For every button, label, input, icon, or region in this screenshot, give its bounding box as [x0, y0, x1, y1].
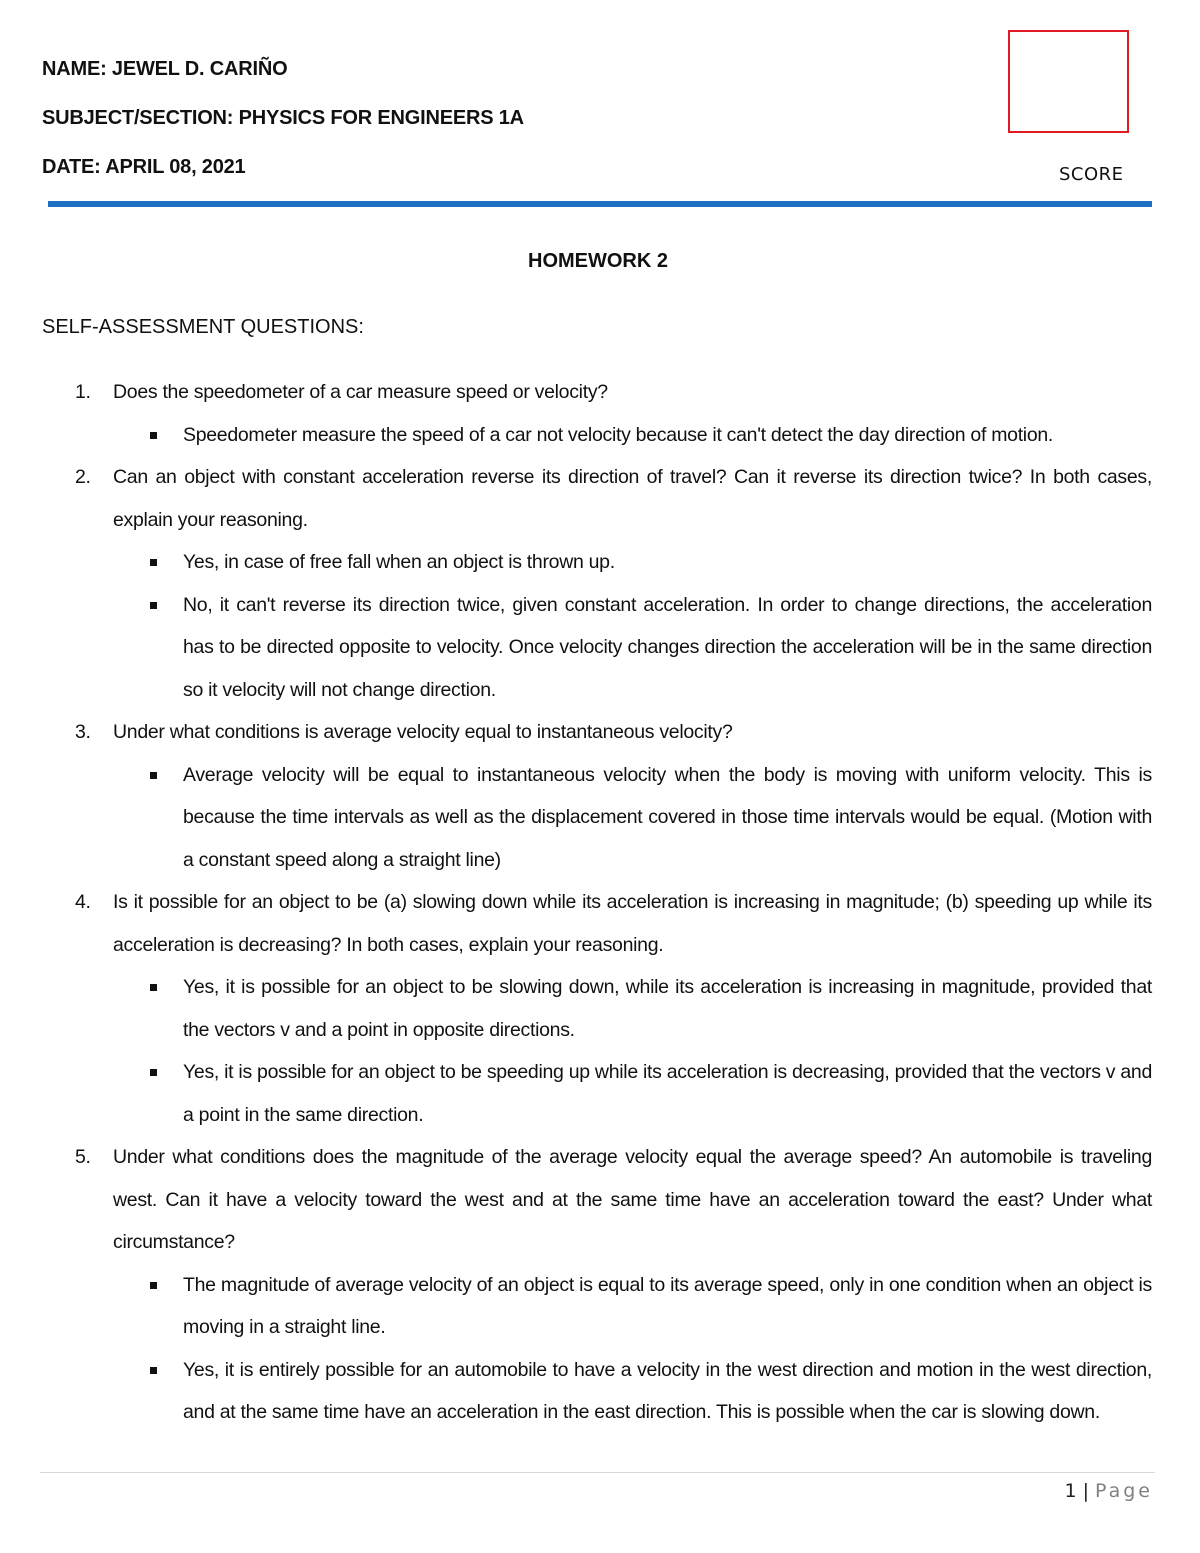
square-bullet-icon: [150, 772, 157, 779]
square-bullet-icon: [150, 984, 157, 991]
question-number: 2.: [75, 466, 91, 488]
page-number: 1: [1064, 1480, 1077, 1502]
square-bullet-icon: [150, 1282, 157, 1289]
answer-item: [0, 584, 1200, 712]
question-item: [0, 456, 1200, 541]
square-bullet-icon: [150, 1069, 157, 1076]
question-item: [0, 711, 1200, 754]
question-text: Does the speedometer of a car measure speed or velocity?: [113, 381, 608, 403]
student-name: NAME: JEWEL D. CARIÑO: [42, 58, 288, 80]
answer-text: Yes, it is possible for an object to be speeding up while its acceleration is decreasing, provided that the vectors v and a point in the same direction.: [183, 1061, 1152, 1126]
answer-text: Yes, it is possible for an object to be slowing down, while its acceleration is increasing in magnitude, provided that the vectors v and a point in opposite directions.: [183, 976, 1152, 1041]
question-number: 4.: [75, 891, 91, 913]
date: DATE: APRIL 08, 2021: [42, 156, 246, 178]
answer-text: Yes, in case of free fall when an object is thrown up.: [183, 551, 615, 573]
answer-text: Speedometer measure the speed of a car not velocity because it can't detect the day direction of motion.: [183, 423, 1054, 446]
answer-item: [0, 1264, 1200, 1349]
question-list: [0, 371, 1200, 1434]
question-text: Under what conditions is average velocity equal to instantaneous velocity?: [113, 721, 733, 743]
subject-section: SUBJECT/SECTION: PHYSICS FOR ENGINEERS 1A: [42, 107, 524, 129]
question-text: Is it possible for an object to be (a) slowing down while its acceleration is increasing in magnitude; (b) speeding up while its acceleration is decreasing? In both cases, explain your reasoning.: [113, 891, 1152, 956]
square-bullet-icon: [150, 559, 157, 566]
question-text: Under what conditions does the magnitude of the average velocity equal the average speed? An automobile is traveling west. Can it have a velocity toward the west and at the same time have an acceleration toward the east? Under what circumstance?: [113, 1146, 1152, 1253]
answer-item: [0, 966, 1200, 1051]
answer-item: [0, 1349, 1200, 1434]
answer-item: [0, 754, 1200, 882]
square-bullet-icon: [150, 432, 157, 439]
question-number: 5.: [75, 1146, 91, 1168]
question-number: 3.: [75, 721, 91, 743]
footer-separator: |: [1082, 1480, 1089, 1502]
answer-item: [0, 414, 1200, 457]
question-item: [0, 881, 1200, 966]
answer-text: No, it can't reverse its direction twice, given constant acceleration. In order to change directions, the acceleration has to be directed opposite to velocity. Once velocity changes direction the acceleration will be in the same direction so it velocity will not change direction.: [183, 593, 1152, 701]
answer-item: [0, 541, 1200, 584]
answer-item: [0, 1051, 1200, 1136]
square-bullet-icon: [150, 1367, 157, 1374]
header-divider: [48, 201, 1152, 207]
score-box: [1008, 30, 1129, 133]
question-text: Can an object with constant acceleration reverse its direction of travel? Can it reverse its direction twice? In both cases, explain your reasoning.: [113, 466, 1152, 531]
square-bullet-icon: [150, 602, 157, 609]
answer-text: Yes, it is entirely possible for an automobile to have a velocity in the west direction and motion in the west direction, and at the same time have an acceleration in the east direction. This is possible when the car is slowing down.: [183, 1358, 1152, 1423]
page-title: HOMEWORK 2: [528, 250, 668, 272]
page-word: Page: [1095, 1480, 1153, 1502]
section-label: SELF-ASSESSMENT QUESTIONS:: [42, 316, 364, 338]
page-footer: [1065, 1480, 1154, 1502]
answer-text: Average velocity will be equal to instantaneous velocity when the body is moving with uniform velocity. This is because the time intervals as well as the displacement covered in those time intervals would be equal. (Motion with a constant speed along a straight line): [183, 763, 1152, 871]
footer-divider: [40, 1472, 1155, 1473]
question-number: 1.: [75, 381, 91, 403]
answer-text: The magnitude of average velocity of an object is equal to its average speed, only in one condition when an object is moving in a straight line.: [183, 1273, 1152, 1338]
question-item: [0, 1136, 1200, 1264]
score-label: SCORE: [1059, 164, 1124, 185]
question-item: [0, 371, 1200, 414]
